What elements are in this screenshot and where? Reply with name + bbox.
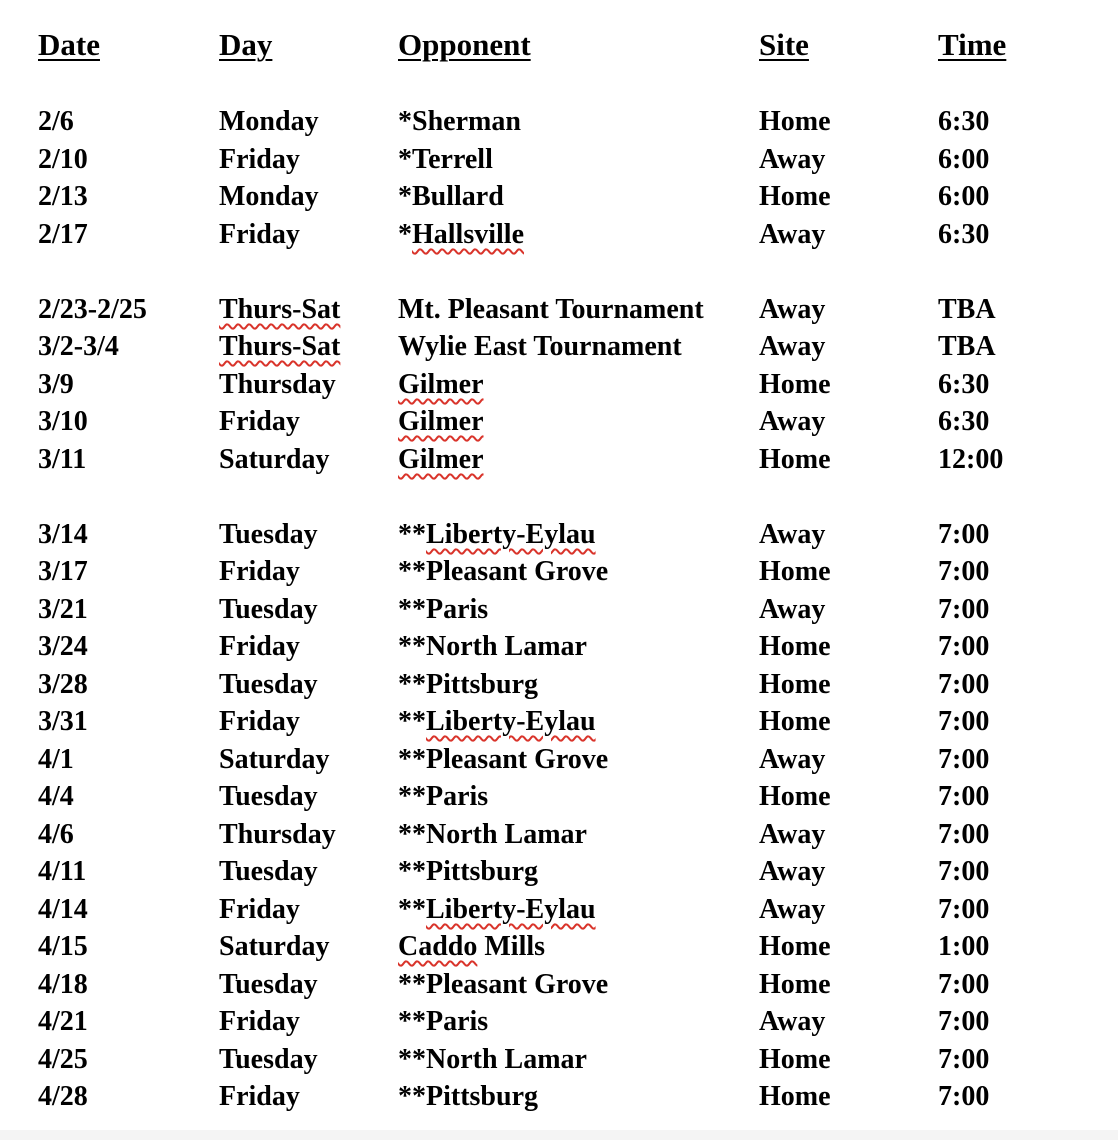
game-time: 7:00	[938, 894, 990, 925]
game-opponent	[398, 592, 488, 628]
game-day: Saturday	[219, 744, 330, 775]
game-day: Friday	[219, 144, 300, 175]
game-day: Saturday	[219, 931, 330, 962]
game-day: Friday	[219, 706, 300, 737]
game-opponent	[398, 967, 608, 1003]
game-time: 7:00	[938, 631, 990, 662]
opponent-name: Paris	[426, 1006, 489, 1037]
game-time: 7:00	[938, 519, 990, 550]
game-time: 7:00	[938, 744, 990, 775]
game-date: 3/31	[38, 706, 88, 737]
game-time: 6:30	[938, 406, 990, 437]
game-time: 7:00	[938, 819, 990, 850]
opponent-name: Pittsburg	[426, 856, 538, 887]
game-date: 4/14	[38, 894, 88, 925]
opponent-name: Pittsburg	[426, 1081, 538, 1112]
game-day: Thursday	[219, 369, 336, 400]
table-row	[0, 1004, 1118, 1040]
game-day: Friday	[219, 219, 300, 250]
opponent-prefix: **	[398, 744, 426, 775]
header-site: Site	[759, 27, 809, 62]
opponent-prefix: **	[398, 819, 426, 850]
table-row	[0, 292, 1118, 328]
game-site: Away	[759, 1006, 826, 1037]
table-row	[0, 592, 1118, 628]
game-date: 3/14	[38, 519, 88, 550]
opponent-prefix: **	[398, 556, 426, 587]
game-opponent	[398, 554, 608, 590]
game-time: 6:00	[938, 181, 990, 212]
opponent-name: Paris	[426, 594, 489, 625]
table-row	[0, 779, 1118, 815]
game-site: Away	[759, 744, 826, 775]
opponent-prefix: **	[398, 1081, 426, 1112]
header-date: Date	[38, 27, 100, 62]
table-row	[0, 329, 1118, 365]
game-opponent	[398, 1079, 538, 1115]
header-time: Time	[938, 27, 1007, 62]
game-time: 7:00	[938, 594, 990, 625]
game-site: Home	[759, 1044, 831, 1075]
game-date: 3/17	[38, 556, 88, 587]
game-day: Friday	[219, 406, 300, 437]
game-day: Tuesday	[219, 1044, 318, 1075]
table-row	[0, 667, 1118, 703]
opponent-name: Paris	[426, 781, 489, 812]
game-opponent	[398, 704, 596, 740]
opponent-prefix: *	[398, 219, 412, 250]
game-time: 6:30	[938, 369, 990, 400]
table-row	[0, 104, 1118, 140]
game-opponent	[398, 742, 608, 778]
game-date: 4/4	[38, 781, 74, 812]
game-day: Monday	[219, 106, 319, 137]
table-row	[0, 217, 1118, 253]
game-day: Tuesday	[219, 594, 318, 625]
game-opponent	[398, 142, 493, 178]
game-time: 12:00	[938, 444, 1004, 475]
game-time: 7:00	[938, 856, 990, 887]
opponent-name: Bullard	[412, 181, 504, 212]
game-opponent	[398, 854, 538, 890]
game-opponent	[398, 517, 596, 553]
opponent-name: Liberty-Eylau	[426, 706, 596, 737]
opponent-name: Gilmer	[398, 444, 484, 475]
game-site: Home	[759, 931, 831, 962]
game-site: Away	[759, 144, 826, 175]
table-row	[0, 404, 1118, 440]
game-site: Home	[759, 556, 831, 587]
game-site: Home	[759, 106, 831, 137]
header-opponent: Opponent	[398, 27, 531, 62]
game-time: 7:00	[938, 1006, 990, 1037]
game-date: 3/11	[38, 444, 87, 475]
opponent-prefix: **	[398, 894, 426, 925]
game-opponent	[398, 779, 488, 815]
game-time: 7:00	[938, 1044, 990, 1075]
opponent-name: Mt. Pleasant Tournament	[398, 294, 704, 325]
game-site: Away	[759, 819, 826, 850]
opponent-prefix: **	[398, 631, 426, 662]
game-date: 4/28	[38, 1081, 88, 1112]
opponent-name: Wylie East Tournament	[398, 331, 682, 362]
opponent-name: North Lamar	[426, 631, 587, 662]
opponent-prefix: **	[398, 519, 426, 550]
game-time: 7:00	[938, 556, 990, 587]
game-opponent	[398, 929, 545, 965]
game-day: Friday	[219, 631, 300, 662]
table-row	[0, 142, 1118, 178]
opponent-name: Liberty-Eylau	[426, 894, 596, 925]
page-bottom-edge	[0, 1130, 1118, 1140]
header-row	[0, 27, 1118, 63]
game-opponent	[398, 217, 524, 253]
opponent-name: Pleasant Grove	[426, 969, 609, 1000]
opponent-prefix: **	[398, 856, 426, 887]
game-opponent	[398, 1004, 488, 1040]
game-opponent	[398, 404, 484, 440]
game-time: 1:00	[938, 931, 990, 962]
game-time: 6:30	[938, 219, 990, 250]
table-row	[0, 704, 1118, 740]
game-day: Friday	[219, 556, 300, 587]
table-row	[0, 967, 1118, 1003]
game-site: Home	[759, 969, 831, 1000]
opponent-suffix: Mills	[477, 931, 546, 962]
opponent-name: Gilmer	[398, 406, 484, 437]
opponent-prefix: *	[398, 144, 412, 175]
opponent-name: North Lamar	[426, 1044, 587, 1075]
opponent-prefix: **	[398, 594, 426, 625]
game-date: 3/9	[38, 369, 74, 400]
table-row	[0, 1079, 1118, 1115]
game-day: Saturday	[219, 444, 330, 475]
opponent-name: Pleasant Grove	[426, 744, 609, 775]
table-row	[0, 929, 1118, 965]
opponent-prefix: *	[398, 181, 412, 212]
game-opponent	[398, 104, 521, 140]
opponent-name: Gilmer	[398, 369, 484, 400]
opponent-name: Hallsville	[412, 219, 524, 250]
game-date: 4/6	[38, 819, 74, 850]
game-date: 2/6	[38, 106, 74, 137]
game-opponent	[398, 367, 484, 403]
opponent-prefix: **	[398, 669, 426, 700]
game-day: Tuesday	[219, 969, 318, 1000]
table-row	[0, 517, 1118, 553]
header-day: Day	[219, 27, 273, 62]
game-site: Home	[759, 706, 831, 737]
game-date: 3/10	[38, 406, 88, 437]
opponent-name: North Lamar	[426, 819, 587, 850]
game-time: 7:00	[938, 969, 990, 1000]
opponent-prefix: **	[398, 781, 426, 812]
opponent-prefix: **	[398, 1006, 426, 1037]
opponent-name: Caddo	[398, 931, 478, 962]
table-row	[0, 892, 1118, 928]
game-site: Home	[759, 444, 831, 475]
game-site: Away	[759, 406, 826, 437]
game-date: 3/24	[38, 631, 88, 662]
game-date: 4/15	[38, 931, 88, 962]
game-opponent	[398, 667, 538, 703]
opponent-name: Sherman	[412, 106, 521, 137]
table-row	[0, 817, 1118, 853]
game-day: Friday	[219, 1006, 300, 1037]
game-date: 2/17	[38, 219, 88, 250]
opponent-name: Terrell	[412, 144, 493, 175]
game-time: 7:00	[938, 1081, 990, 1112]
game-site: Home	[759, 369, 831, 400]
game-day: Friday	[219, 1081, 300, 1112]
game-time: 7:00	[938, 781, 990, 812]
game-opponent	[398, 292, 704, 328]
game-site: Away	[759, 894, 826, 925]
game-date: 4/18	[38, 969, 88, 1000]
opponent-name: Pleasant Grove	[426, 556, 609, 587]
game-day: Friday	[219, 894, 300, 925]
game-opponent	[398, 629, 587, 665]
game-date: 2/10	[38, 144, 88, 175]
game-date: 2/13	[38, 181, 88, 212]
game-opponent	[398, 442, 484, 478]
game-opponent	[398, 892, 596, 928]
table-row	[0, 367, 1118, 403]
game-site: Away	[759, 331, 826, 362]
game-day: Monday	[219, 181, 319, 212]
game-day: Tuesday	[219, 856, 318, 887]
game-date: 4/1	[38, 744, 74, 775]
game-opponent	[398, 1042, 587, 1078]
table-row	[0, 554, 1118, 590]
opponent-name: Liberty-Eylau	[426, 519, 596, 550]
table-row	[0, 742, 1118, 778]
game-day: Tuesday	[219, 781, 318, 812]
game-site: Away	[759, 219, 826, 250]
table-row	[0, 629, 1118, 665]
table-row	[0, 854, 1118, 890]
game-site: Away	[759, 594, 826, 625]
game-date: 3/21	[38, 594, 88, 625]
game-time: TBA	[938, 294, 996, 325]
opponent-prefix: **	[398, 1044, 426, 1075]
table-row	[0, 442, 1118, 478]
game-date: 3/28	[38, 669, 88, 700]
game-time: TBA	[938, 331, 996, 362]
game-day: Thursday	[219, 819, 336, 850]
game-time: 6:00	[938, 144, 990, 175]
game-site: Home	[759, 1081, 831, 1112]
opponent-name: Pittsburg	[426, 669, 538, 700]
game-date: 4/11	[38, 856, 87, 887]
game-day: Tuesday	[219, 669, 318, 700]
game-day: Tuesday	[219, 519, 318, 550]
opponent-prefix: **	[398, 969, 426, 1000]
game-site: Home	[759, 669, 831, 700]
game-opponent	[398, 179, 504, 215]
game-opponent	[398, 817, 587, 853]
game-date: 4/21	[38, 1006, 88, 1037]
game-time: 6:30	[938, 106, 990, 137]
game-site: Home	[759, 631, 831, 662]
game-day: Thurs-Sat	[219, 331, 341, 362]
game-site: Home	[759, 781, 831, 812]
game-time: 7:00	[938, 669, 990, 700]
game-site: Away	[759, 294, 826, 325]
opponent-prefix: *	[398, 106, 412, 137]
table-row	[0, 1042, 1118, 1078]
game-opponent	[398, 329, 682, 365]
game-date: 4/25	[38, 1044, 88, 1075]
game-date: 2/23-2/25	[38, 294, 147, 325]
game-time: 7:00	[938, 706, 990, 737]
game-date: 3/2-3/4	[38, 331, 119, 362]
game-site: Home	[759, 181, 831, 212]
game-site: Away	[759, 856, 826, 887]
game-site: Away	[759, 519, 826, 550]
opponent-prefix: **	[398, 706, 426, 737]
game-day: Thurs-Sat	[219, 294, 341, 325]
table-row	[0, 179, 1118, 215]
